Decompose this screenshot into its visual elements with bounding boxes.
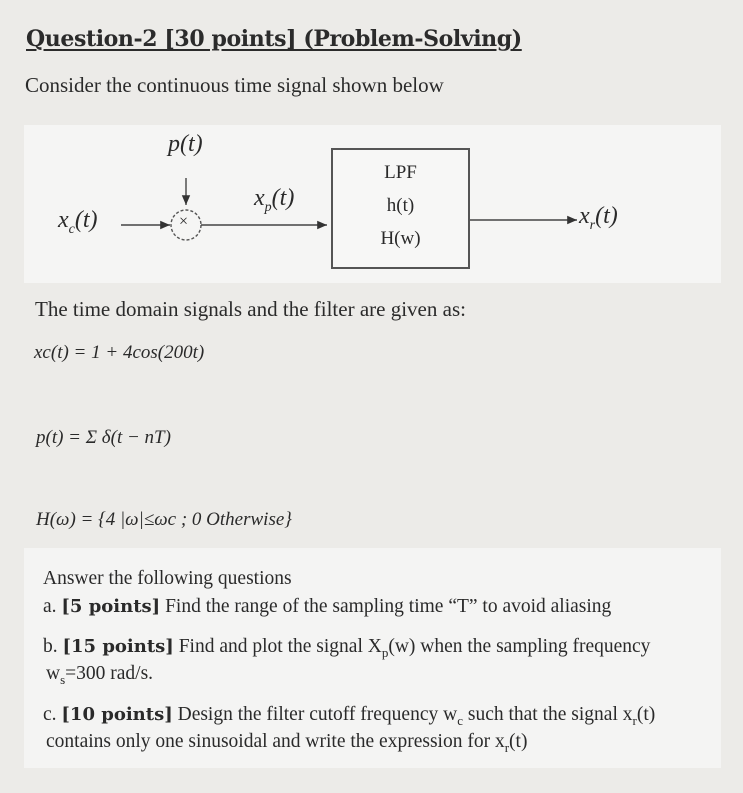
xp-symbol: x (254, 185, 265, 211)
qb-ws: w (46, 663, 61, 684)
qa-points: [5 points] (61, 596, 161, 617)
xc-sub: c (68, 221, 75, 237)
qb-text2: (w) when the sampling frequency (388, 636, 651, 657)
qc-prefix: c. (43, 704, 62, 725)
qb-text1: Find and plot the signal X (173, 636, 382, 657)
intro-text: Consider the continuous time signal shown below (25, 73, 444, 97)
xp-label (254, 185, 294, 216)
qc-text1: Design the filter cutoff frequency w (172, 704, 458, 725)
question-b-line2 (46, 663, 153, 688)
question-a (43, 596, 611, 618)
qa-text: Find the range of the sampling time “T” to avoid aliasing (160, 596, 612, 617)
qb-points: [15 points] (62, 636, 174, 657)
xr-symbol: x (579, 203, 590, 229)
questions-header: Answer the following questions (43, 568, 292, 589)
xp-sub: p (264, 199, 272, 215)
qc-line2-sub: r (504, 739, 510, 755)
lpf-title: LPF (384, 162, 417, 183)
xr-arg: (t) (595, 203, 618, 229)
p-label: p(t) (168, 131, 203, 157)
lpf-block (331, 148, 470, 269)
questions-panel (24, 548, 721, 768)
xc-eq-text: xc(t) = 1 + 4cos(200t) (34, 342, 205, 363)
xr-label (579, 203, 618, 234)
qc-text2: such that the signal x (462, 704, 633, 725)
qb-prefix: b. (43, 636, 63, 657)
qc-sub2: r (632, 712, 637, 728)
xc-arg: (t) (74, 207, 98, 233)
lpf-freq: H(w) (380, 228, 421, 249)
xc-symbol: x (58, 207, 69, 233)
xc-equation (34, 342, 204, 364)
qa-prefix: a. (43, 596, 62, 617)
qb-sub: p (381, 644, 389, 660)
p-equation (36, 427, 171, 449)
multiply-icon: × (179, 213, 189, 230)
qc-points: [10 points] (61, 704, 173, 725)
qb-ws-rest: =300 rad/s. (65, 663, 154, 684)
qc-sub1: c (457, 712, 463, 728)
qc-line2-end: (t) (509, 731, 528, 752)
question-c-line2 (46, 731, 527, 756)
given-intro: The time domain signals and the filter are given as: (35, 297, 466, 321)
h-eq-text: H(ω) = {4 |ω|≤ωc ; 0 Otherwise} (36, 509, 292, 530)
xc-label (58, 207, 98, 238)
p-eq-text: p(t) = Σ δ(t − nT) (36, 427, 171, 448)
block-diagram (24, 125, 721, 283)
question-title: Question-2 [30 points] (Problem-Solving) (26, 26, 522, 52)
xr-sub: r (589, 217, 596, 233)
lpf-impulse: h(t) (386, 195, 415, 216)
xp-arg: (t) (271, 185, 295, 211)
qc-text3: (t) (636, 704, 656, 725)
qc-line2-text: contains only one sinusoidal and write the expression for x (46, 731, 505, 752)
question-b (43, 636, 650, 661)
qb-ws-sub: s (60, 671, 66, 687)
question-c (43, 704, 655, 729)
h-equation (36, 509, 292, 531)
